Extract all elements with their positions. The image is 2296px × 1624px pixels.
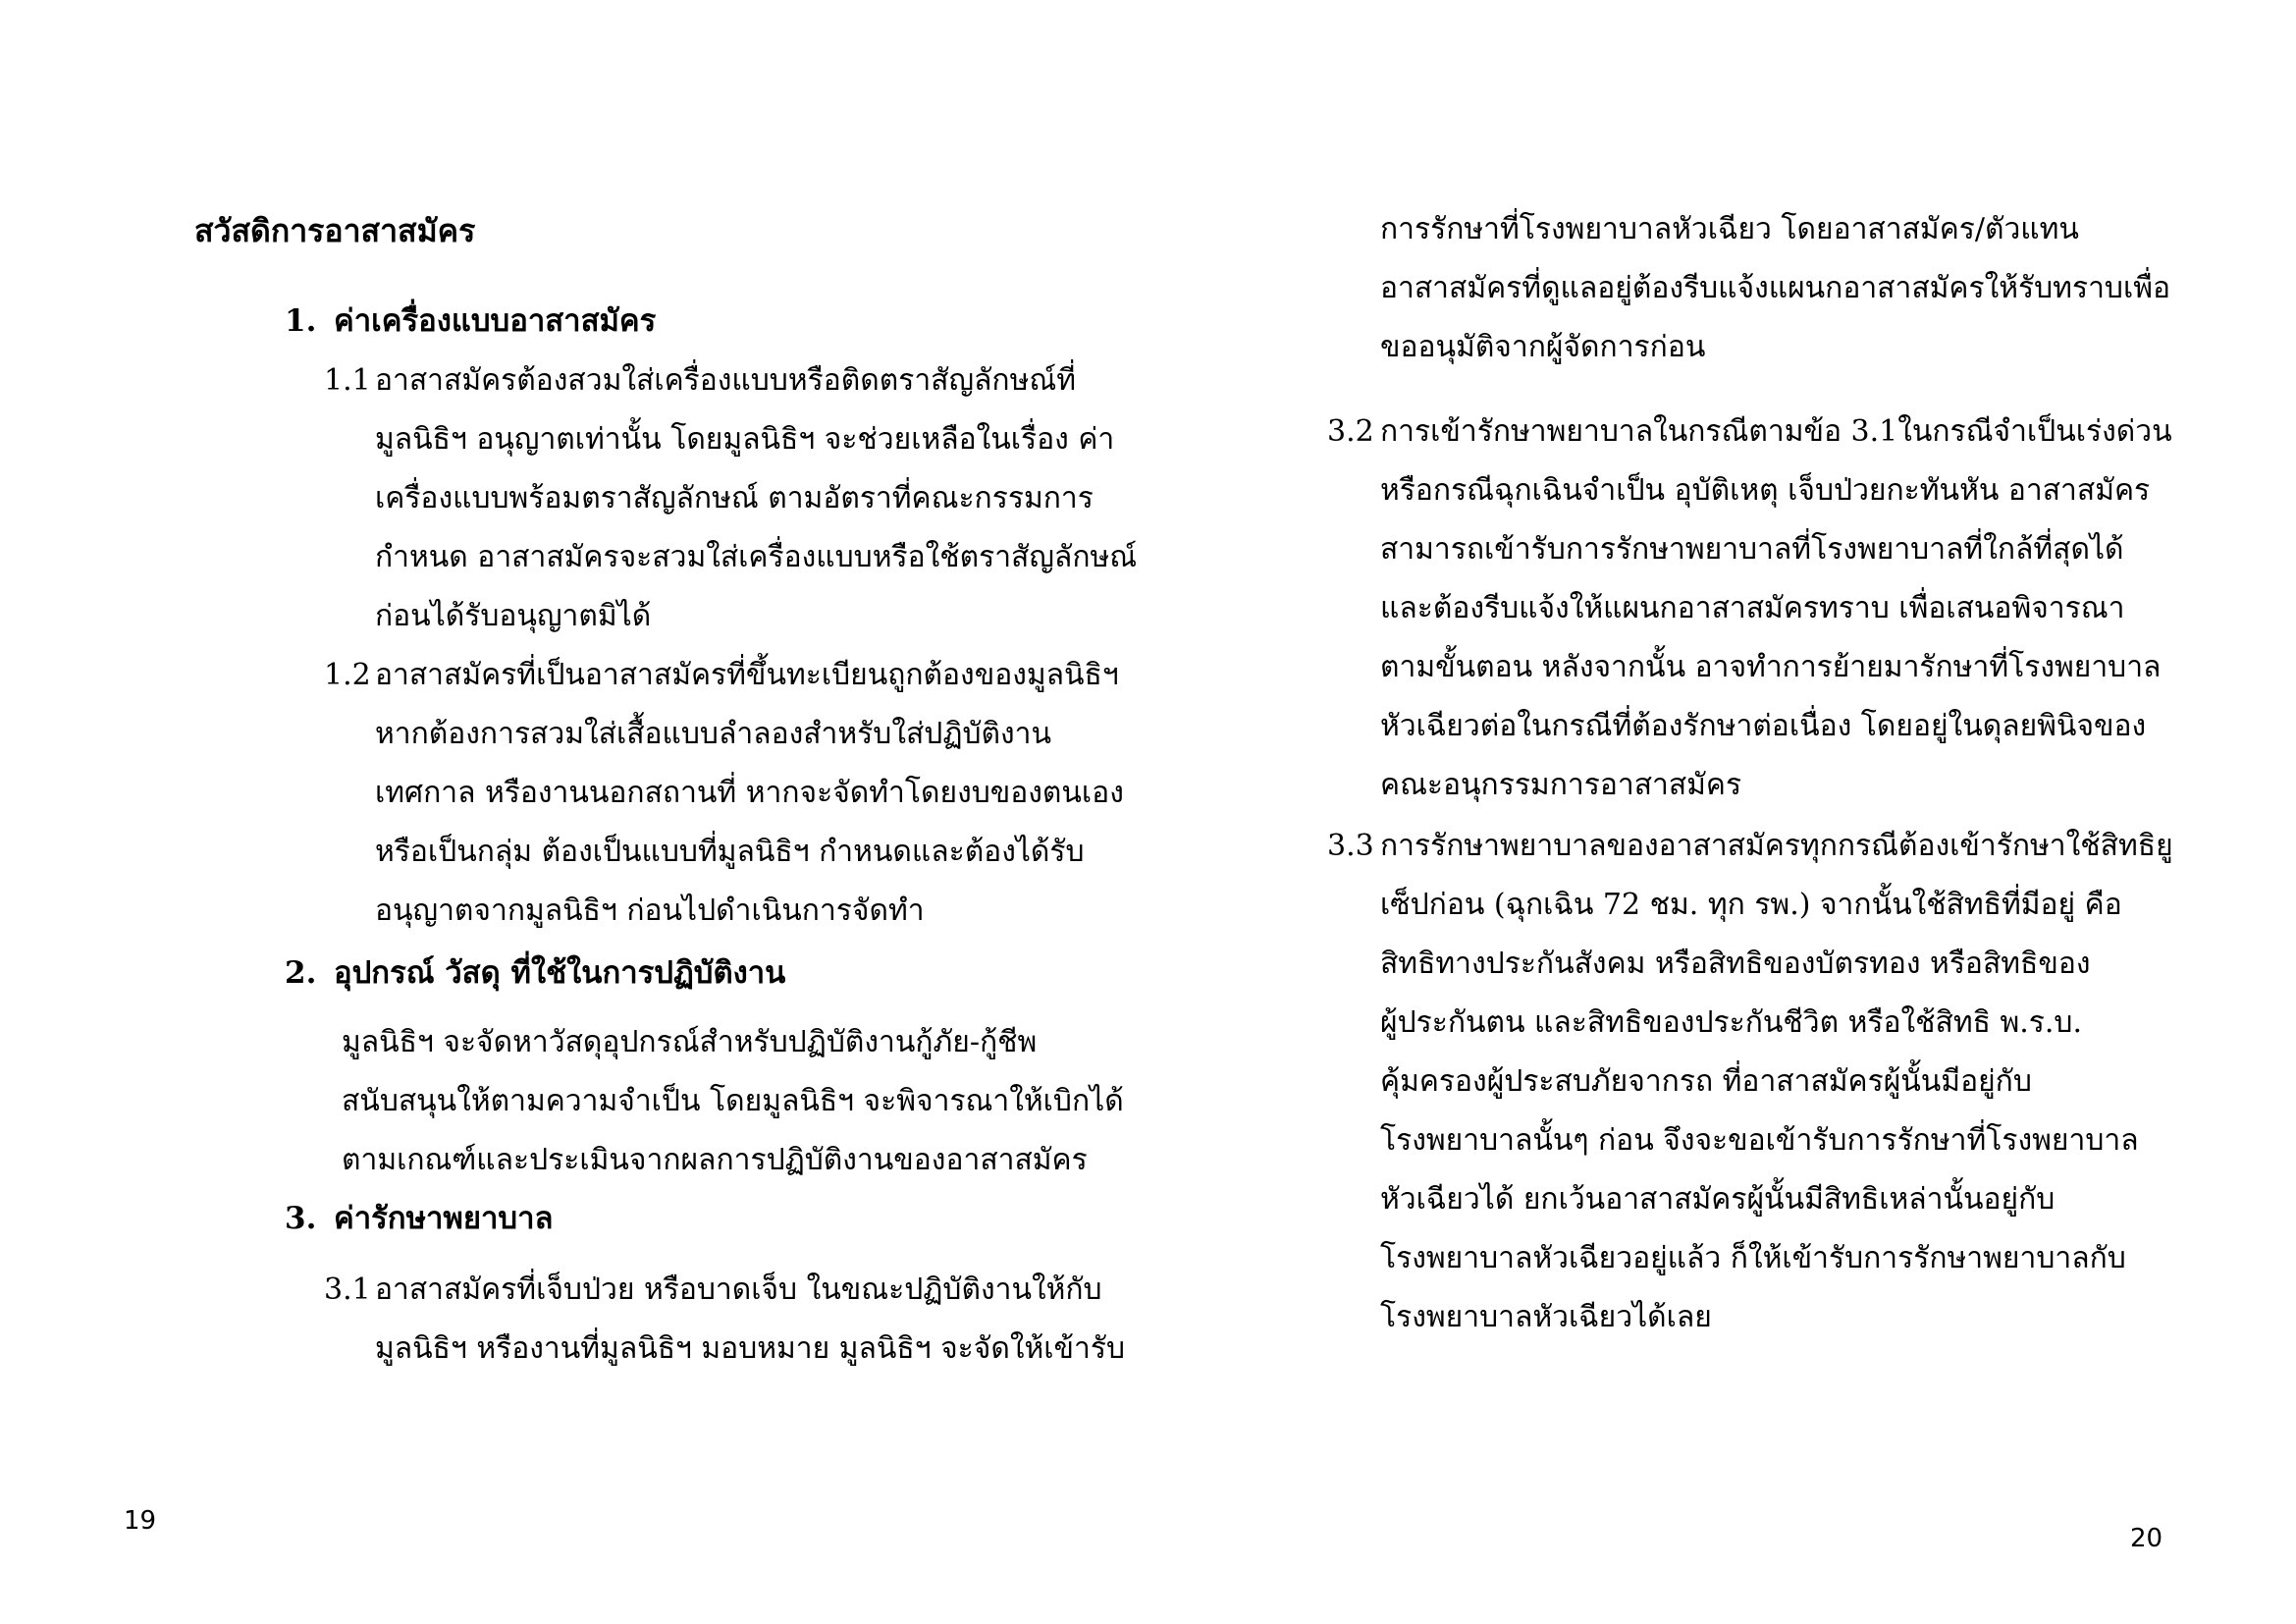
page-number: 20 xyxy=(2130,1524,2163,1553)
text-line: มูลนิธิฯ หรืองานที่มูลนิธิฯ มอบหมาย มูลนิธิฯ จะจัดให้เข้ารับ xyxy=(375,1331,1126,1366)
section-heading-text: ค่ารักษาพยาบาล xyxy=(334,1201,554,1236)
section-2-heading xyxy=(285,948,785,998)
text-line: คุ้มครองผู้ประสบภัยจากรถ ที่อาสาสมัครผู้นั้นมีอยู่กับ xyxy=(1380,1064,2032,1099)
text-line: คณะอนุกรรมการอาสาสมัคร xyxy=(1380,768,1742,802)
text-line: โรงพยาบาลนั้นๆ ก่อน จึงจะขอเข้ารับการรักษาที่โรงพยาบาล xyxy=(1380,1123,2139,1158)
text-line: อาสาสมัครที่เจ็บป่วย หรือบาดเจ็บ ในขณะปฏิบัติงานให้กับ xyxy=(375,1272,1102,1307)
text-line: ขออนุมัติจากผู้จัดการก่อน xyxy=(1380,330,1706,364)
section-number: 3. xyxy=(285,1201,317,1236)
item-3-1-continuation xyxy=(1380,200,2170,377)
item-number: 3.1 xyxy=(324,1272,371,1307)
text-line: หรือกรณีฉุกเฉินจำเป็น อุบัติเหตุ เจ็บป่วยกะทันหัน อาสาสมัคร xyxy=(1380,473,2151,508)
text-line: ตามเกณฑ์และประเมินจากผลการปฏิบัติงานของอาสาสมัคร xyxy=(342,1143,1088,1177)
text-line: การรักษาพยาบาลของอาสาสมัครทุกกรณีต้องเข้ารักษาใช้สิทธิยู xyxy=(1380,829,2173,863)
text-line: หรือเป็นกลุ่ม ต้องเป็นแบบที่มูลนิธิฯ กำหนดและต้องได้รับ xyxy=(375,835,1085,869)
section-3-heading xyxy=(285,1194,554,1243)
item-number: 1.1 xyxy=(324,363,371,398)
section-heading-text: ค่าเครื่องแบบอาสาสมัคร xyxy=(334,303,657,339)
text-line: หัวเฉียวต่อในกรณีที่ต้องรักษาต่อเนื่อง โดยอยู่ในดุลยพินิจของ xyxy=(1380,709,2147,743)
text-line: การเข้ารักษาพยาบาลในกรณีตามข้อ 3.1ในกรณีจำเป็นเร่งด่วน xyxy=(1380,414,2172,449)
text-line: เครื่องแบบพร้อมตราสัญลักษณ์ ตามอัตราที่คณะกรรมการ xyxy=(375,481,1094,515)
section-heading-text: อุปกรณ์ วัสดุ ที่ใช้ในการปฏิบัติงาน xyxy=(334,955,786,991)
item-number: 3.3 xyxy=(1327,829,1374,863)
text-line: ผู้ประกันตน และสิทธิของประกันชีวิต หรือใช้สิทธิ พ.ร.บ. xyxy=(1380,1005,2083,1040)
section-number: 2. xyxy=(285,955,317,991)
text-line: สามารถเข้ารับการรักษาพยาบาลที่โรงพยาบาลที่ใกล้ที่สุดได้ xyxy=(1380,532,2124,567)
right-page xyxy=(1148,0,2296,1624)
text-line: หัวเฉียวได้ ยกเว้นอาสาสมัครผู้นั้นมีสิทธิเหล่านั้นอยู่กับ xyxy=(1380,1182,2056,1217)
page-title: สวัสดิการอาสาสมัคร xyxy=(194,212,476,249)
text-line: โรงพยาบาลหัวเฉียวอยู่แล้ว ก็ให้เข้ารับการรักษาพยาบาลกับ xyxy=(1380,1241,2126,1275)
text-line: ตามขั้นตอน หลังจากนั้น อาจทำการย้ายมารักษาที่โรงพยาบาล xyxy=(1380,650,2162,684)
text-line: อาสาสมัครต้องสวมใส่เครื่องแบบหรือติดตราสัญลักษณ์ที่ xyxy=(375,363,1076,398)
text-line: สนับสนุนให้ตามความจำเป็น โดยมูลนิธิฯ จะพิจารณาให้เบิกได้ xyxy=(342,1084,1124,1118)
section-number: 1. xyxy=(285,303,317,339)
text-line: มูลนิธิฯ จะจัดหาวัสดุอุปกรณ์สำหรับปฏิบัติงานกู้ภัย-กู้ชีพ xyxy=(342,1025,1038,1059)
text-line: สิทธิทางประกันสังคม หรือสิทธิของบัตรทอง หรือสิทธิของ xyxy=(1380,947,2091,981)
text-line: อาสาสมัครที่ดูแลอยู่ต้องรีบแจ้งแผนกอาสาสมัครให้รับทราบเพื่อ xyxy=(1380,271,2171,305)
text-line: เทศกาล หรืองานนอกสถานที่ หากจะจัดทำโดยงบของตนเอง xyxy=(375,776,1124,810)
text-line: และต้องรีบแจ้งให้แผนกอาสาสมัครทราบ เพื่อเสนอพิจารณา xyxy=(1380,591,2125,625)
text-line: โรงพยาบาลหัวเฉียวได้เลย xyxy=(1380,1300,1712,1334)
text-line: การรักษาที่โรงพยาบาลหัวเฉียว โดยอาสาสมัคร/ตัวแทน xyxy=(1380,212,2079,246)
item-number: 1.2 xyxy=(324,658,371,692)
text-line: เซ็ปก่อน (ฉุกเฉิน 72 ชม. ทุก รพ.) จากนั้นใช้สิทธิที่มีอยู่ คือ xyxy=(1380,888,2122,922)
text-line: หากต้องการสวมใส่เสื้อแบบลำลองสำหรับใส่ปฏิบัติงาน xyxy=(375,717,1051,751)
section-1-heading xyxy=(285,297,656,346)
text-line: อาสาสมัครที่เป็นอาสาสมัครที่ขึ้นทะเบียนถูกต้องของมูลนิธิฯ xyxy=(375,658,1119,692)
page-number: 19 xyxy=(124,1506,157,1536)
section-2-body xyxy=(342,1013,1124,1190)
text-line: กำหนด อาสาสมัครจะสวมใส่เครื่องแบบหรือใช้ตราสัญลักษณ์ xyxy=(375,540,1138,574)
text-line: อนุญาตจากมูลนิธิฯ ก่อนไปดำเนินการจัดทำ xyxy=(375,893,925,928)
text-line: มูลนิธิฯ อนุญาตเท่านั้น โดยมูลนิธิฯ จะช่วยเหลือในเรื่อง ค่า xyxy=(375,422,1115,457)
text-line: ก่อนได้รับอนุญาตมิได้ xyxy=(375,599,652,633)
item-number: 3.2 xyxy=(1327,414,1374,449)
